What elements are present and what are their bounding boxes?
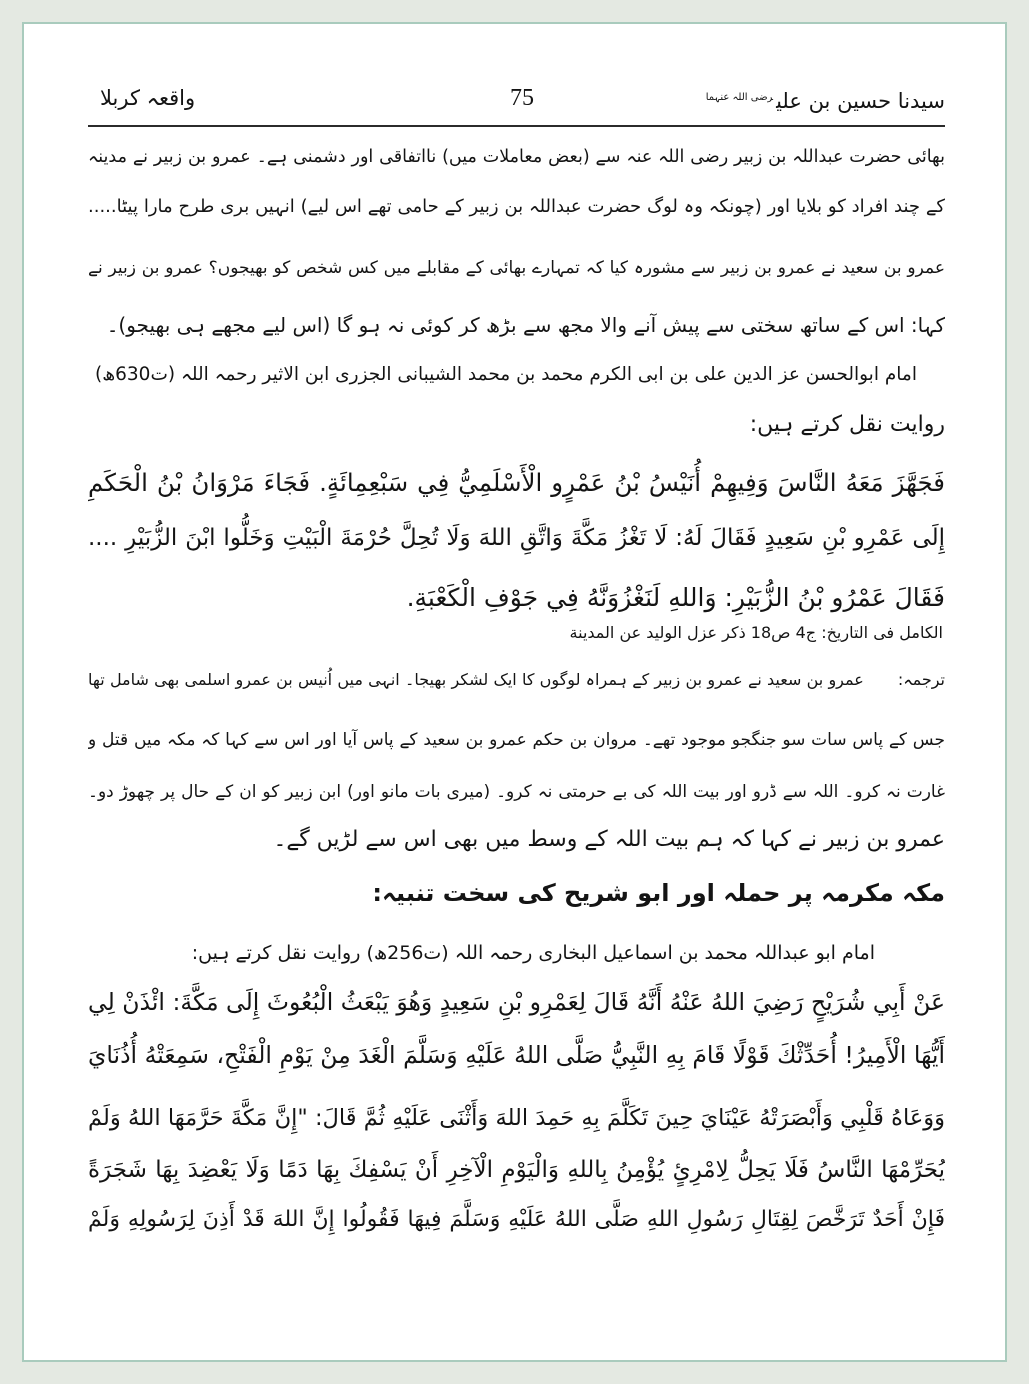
- paragraph-line: کے چند افراد کو بلایا اور (چونکہ وہ لوگ حضرت عبداللہ بن زبیر کے حامی تھے اس لیے) انہیں بری طرح مارا پیٹا.....: [88, 196, 945, 217]
- translation-line: غارت نہ کرو۔ اللہ سے ڈرو اور بیت اللہ کی بے حرمتی نہ کرو۔ (میری بات مانو اور) ابن زبیر کو ان کے حال پر چھوڑ دو۔: [88, 782, 945, 802]
- paragraph-line: عمرو بن سعید نے عمرو بن زبیر سے مشورہ کیا کہ تمہارے بھائی کے مقابلے میں کس شخص کو بھیجوں؟ عمرو بن زبیر نے: [88, 258, 945, 278]
- narrator-intro-line: امام ابو عبداللہ محمد بن اسماعیل البخاری رحمہ اللہ (ت256ھ) روایت نقل کرتے ہیں:: [191, 942, 875, 964]
- arabic-narration-line: أَيُّهَا الْأَمِيرُ! أُحَدِّثْكَ قَوْلًا قَامَ بِهِ النَّبِيُّ صَلَّى اللهُ عَلَيْهِ وَسَلَّمَ الْغَدَ مِنْ يَوْمِ الْفَتْحِ، سَمِعَتْهُ أُذُنَايَ: [88, 1041, 945, 1069]
- paragraph-line: بھائی حضرت عبداللہ بن زبیر رضی اللہ عنہ سے (بعض معاملات میں) نااتفاقی اور دشمنی ہے۔ عمرو بن زبیر نے مدینہ: [88, 147, 945, 167]
- translation-line: عمرو بن زبیر نے کہا کہ ہم بیت اللہ کے وسط میں بھی اس سے لڑیں گے۔: [273, 827, 945, 852]
- page-number: 75: [510, 85, 534, 111]
- translation-text: عمرو بن سعید نے عمرو بن زبیر کے ہمراہ لوگوں کا ایک لشکر بھیجا۔ انہی میں اُنیس بن عمرو اسلمی بھی شامل تھا: [88, 670, 864, 689]
- paragraph-line: کہا: اس کے ساتھ سختی سے پیش آنے والا مجھ سے بڑھ کر کوئی نہ ہو گا (اس لیے مجھے ہی بھیجو)۔: [106, 313, 945, 337]
- arabic-narration-line: يُحَرِّمْهَا النَّاسُ فَلَا يَحِلُّ لِامْرِئٍ يُؤْمِنُ بِاللهِ وَالْيَوْمِ الْآخِرِ أَنْ يَسْفِكَ بِهَا دَمًا وَلَا يَعْضِدَ بِهَا شَجَرَةً: [88, 1157, 945, 1183]
- translation-line: جس کے پاس سات سو جنگجو موجود تھے۔ مروان بن حکم عمرو بن سعید کے پاس آیا اور اس سے کہا کہ مکہ میں قتل و: [88, 730, 945, 750]
- arabic-narration-line: عَنْ أَبِي شُرَيْحٍ رَضِيَ اللهُ عَنْهُ أَنَّهُ قَالَ لِعَمْرِو بْنِ سَعِيدٍ وَهُوَ يَبْعَثُ الْبُعُوثَ إِلَى مَكَّةَ: ائْذَنْ لِي: [88, 988, 945, 1016]
- translation-label: ترجمہ:: [897, 670, 945, 689]
- arabic-narration-line: فَقَالَ عَمْرُو بْنُ الزُّبَيْرِ: وَاللهِ لَنَغْزُوَنَّهُ فِي جَوْفِ الْكَعْبَةِ.: [406, 583, 945, 612]
- arabic-narration-line: وَوَعَاهُ قَلْبِي وَأَبْصَرَتْهُ عَيْنَايَ حِينَ تَكَلَّمَ بِهِ حَمِدَ اللهَ وَأَثْنَى عَلَيْهِ ثُمَّ قَالَ: "إِنَّ مَكَّةَ حَرَّمَهَا اللهُ وَلَمْ: [88, 1105, 945, 1131]
- running-header-book-title: [615, 80, 945, 119]
- arabic-narration-line: إِلَى عَمْرِو بْنِ سَعِيدٍ فَقَالَ لَهُ: لَا تَغْزُ مَكَّةَ وَاتَّقِ اللهَ وَلَا تُحِلَّ حُرْمَةَ الْبَيْتِ وَخَلُّوا ابْنَ الزُّبَيْرِ ....: [88, 525, 945, 551]
- book-title: سیدنا حسین بن علی: [776, 89, 945, 113]
- header-rule: [88, 125, 945, 127]
- running-header-chapter-title: واقعہ کربلا: [100, 86, 196, 110]
- translation-line: [88, 658, 945, 702]
- arabic-narration-line: فَجَهَّزَ مَعَهُ النَّاسَ وَفِيهِمْ أُنَيْسُ بْنُ عَمْرٍو الْأَسْلَمِيُّ فِي سَبْعِمِائَةٍ. فَجَاءَ مَرْوَانُ بْنُ الْحَكَمِ: [88, 468, 945, 497]
- honorific-ligature: رضی اللہ عنہما: [705, 92, 774, 103]
- section-heading: مکہ مکرمہ پر حملہ اور ابو شریح کی سخت تنبیہ:: [372, 879, 945, 907]
- arabic-narration-line: فَإِنْ أَحَدٌ تَرَخَّصَ لِقِتَالِ رَسُولِ اللهِ صَلَّى اللهُ عَلَيْهِ وَسَلَّمَ فِيهَا فَقُولُوا إِنَّ اللهَ قَدْ أَذِنَ لِرَسُولِهِ وَلَمْ: [88, 1207, 945, 1232]
- narrator-intro-line: امام ابوالحسن عز الدین علی بن ابی الکرم محمد بن محمد الشیبانی الجزری ابن الاثیر رحمہ اللہ (ت630ھ): [95, 364, 917, 385]
- source-reference: الکامل فی التاریخ: ج4 ص18 ذکر عزل الولید عن المدینة: [569, 623, 943, 642]
- narrator-intro-line: روایت نقل کرتے ہیں:: [749, 412, 945, 437]
